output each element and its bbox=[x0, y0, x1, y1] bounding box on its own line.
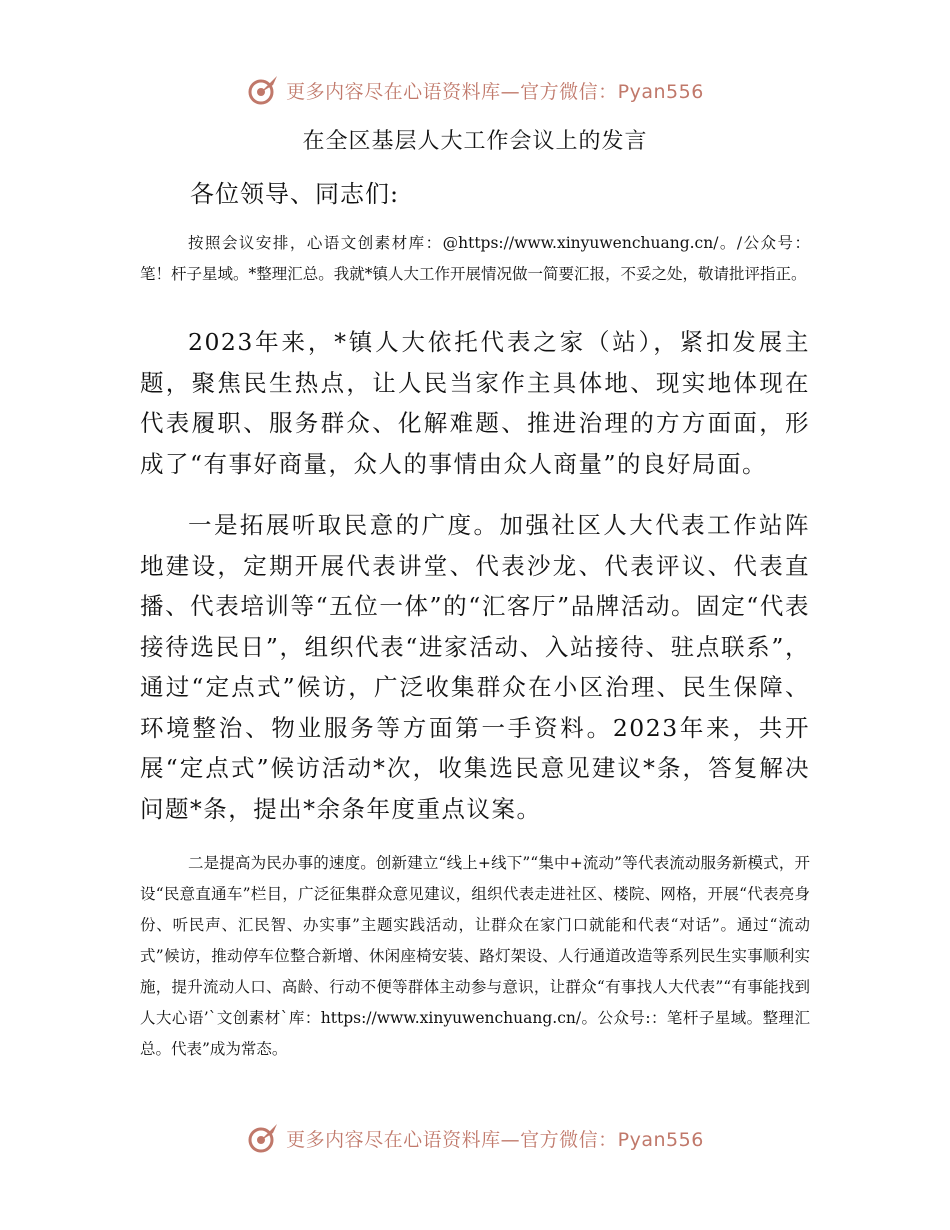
document-title: 在全区基层人大工作会议上的发言 bbox=[302, 129, 648, 154]
watermark-text: 更多内容尽在心语资料库—官方微信：Pyan556 bbox=[286, 80, 704, 103]
quill-logo-icon bbox=[246, 1121, 280, 1155]
salutation: 各位领导、同志们: bbox=[190, 180, 400, 208]
paragraph-intro: 按照会议安排，心语文创素材库：@https://www.xinyuwenchuang.cn/。/公众号：笔！杆子星域。*整理汇总。我就*镇人大工作开展情况做一简要汇报，不妥之处，敬请批评指正。 bbox=[140, 234, 810, 283]
watermark-text: 更多内容尽在心语资料库—官方微信：Pyan556 bbox=[286, 1128, 704, 1151]
quill-logo-icon bbox=[246, 73, 280, 107]
watermark-banner-top bbox=[0, 70, 950, 110]
paragraph-point-one: 一是拓展听取民意的广度。加强社区人大代表工作站阵地建设，定期开展代表讲堂、代表沙龙、代表评议、代表直播、代表培训等“五位一体”的“汇客厅”品牌活动。固定“代表接待选民日”，组织代表“进家活动、入站接待、驻点联系”，通过“定点式”候访，广泛收集群众在小区治理、民生保障、环境整治、物业服务等方面第一手资料。2023年来，共开展“定点式”候访活动*次，收集选民意见建议*条，答复解决问题*条，提出*余条年度重点议案。 bbox=[140, 511, 810, 823]
paragraph-overview: 2023年来，*镇人大依托代表之家（站），紧扣发展主题，聚焦民生热点，让人民当家作主具体地、现实地体现在代表履职、服务群众、化解难题、推进治理的方方面面，形成了“有事好商量，众人的事情由众人商量”的良好局面。 bbox=[140, 328, 810, 478]
paragraph-point-two: 二是提高为民办事的速度。创新建立“线上+线下”“集中+流动”等代表流动服务新模式，开设“民意直通车”栏目，广泛征集群众意见建议，组织代表走进社区、楼院、网格，开展“代表亮身份、听民声、汇民智、办实事”主题实践活动，让群众在家门口就能和代表“对话”。通过“流动式”候访，推动停车位整合新增、休闲座椅安装、路灯架设、人行通道改造等系列民生实事顺利实施，提升流动人口、高龄、行动不便等群体主动参与意识，让群众“有事找人大代表”“有事能找到人大心语’`文创素材`库：https://www.xinyuwenchuang.cn/。公众号:：笔杆子星域。整理汇总。代表”成为常态。 bbox=[140, 854, 810, 1058]
watermark-banner-bottom bbox=[0, 1118, 950, 1158]
